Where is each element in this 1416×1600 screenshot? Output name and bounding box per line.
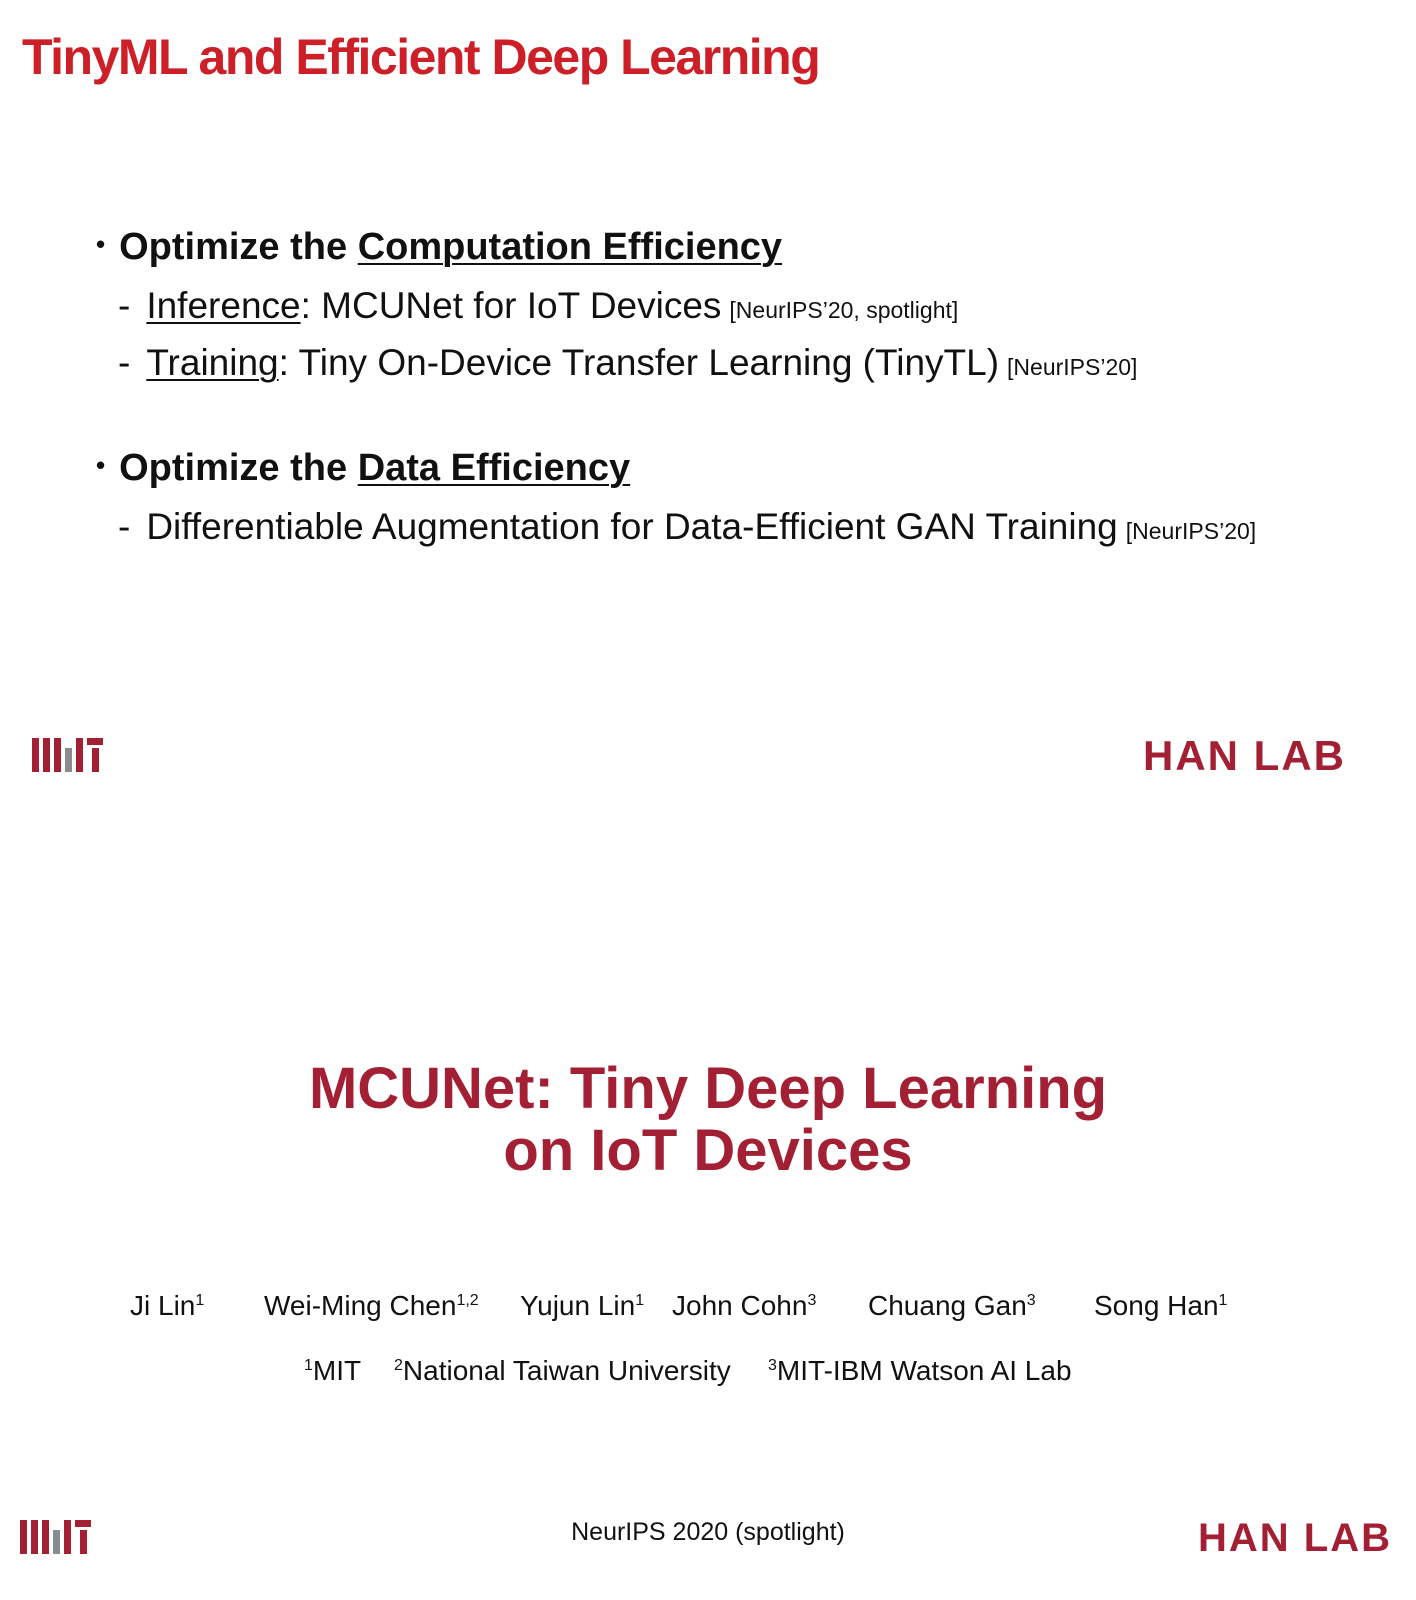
bullet-computation-efficiency (96, 226, 782, 269)
bullet-dot: • (96, 450, 106, 480)
paper-title-line2: on IoT Devices (503, 1118, 913, 1183)
hanlab-logo (1143, 732, 1346, 780)
citation: [NeurIPS’20, spotlight] (729, 297, 959, 323)
author: John Cohn$^3$ (672, 1290, 817, 1321)
venue-label: NeurIPS 2020 (spotlight) (571, 1518, 845, 1546)
hanlab-logo (1198, 1516, 1392, 1561)
author: Chuang Gan$^3$ (868, 1290, 1036, 1321)
bullet-dot: • (96, 229, 106, 259)
affiliation: $^1$MIT (304, 1355, 362, 1386)
subitem-term: Training (146, 342, 279, 383)
subitem-term: Inference (146, 285, 301, 326)
dash-glyph: - (118, 506, 131, 547)
citation: [NeurIPS’20] (1125, 518, 1257, 544)
mit-logo (32, 738, 103, 772)
author: Wei-Ming Chen$^{1,2}$ (264, 1290, 479, 1321)
author: Ji Lin$^1$ (130, 1290, 205, 1321)
hanlab-logo-text: HAN LAB (1143, 732, 1346, 779)
affiliation: $^3$MIT-IBM Watson AI Lab (768, 1355, 1072, 1386)
author: Song Han$^1$ (1094, 1290, 1228, 1321)
affiliation: $^2$National Taiwan University (394, 1355, 731, 1386)
bullet-prefix: Optimize the (119, 226, 358, 268)
bullet-prefix: Optimize the (119, 447, 358, 489)
slide-title: TinyML and Efficient Deep Learning (22, 29, 820, 85)
bullet-emphasis: Data Efficiency (357, 447, 631, 489)
dash-glyph: - (118, 342, 131, 383)
hanlab-logo-text: HAN LAB (1198, 1516, 1392, 1560)
bullet-data-efficiency (96, 447, 630, 490)
dash-glyph: - (118, 285, 131, 326)
paper-title (0, 1058, 1416, 1182)
slide-mcunet-title (0, 820, 1416, 1600)
paper-title-line1: MCUNet: Tiny Deep Learning (308, 1056, 1108, 1121)
subitem-inference (118, 285, 958, 327)
subitem-training (118, 342, 1137, 384)
subitem-text: : Tiny On-Device Transfer Learning (TinyTL) (278, 342, 1000, 383)
author: Yujun Lin$^1$ (520, 1290, 645, 1321)
bullet-emphasis: Computation Efficiency (357, 226, 783, 268)
subitem-diffaugment (118, 506, 1256, 548)
citation: [NeurIPS’20] (1007, 354, 1138, 380)
subitem-text: : MCUNet for IoT Devices (300, 285, 722, 326)
subitem-text: Differentiable Augmentation for Data-Efficient GAN Training (146, 506, 1118, 547)
